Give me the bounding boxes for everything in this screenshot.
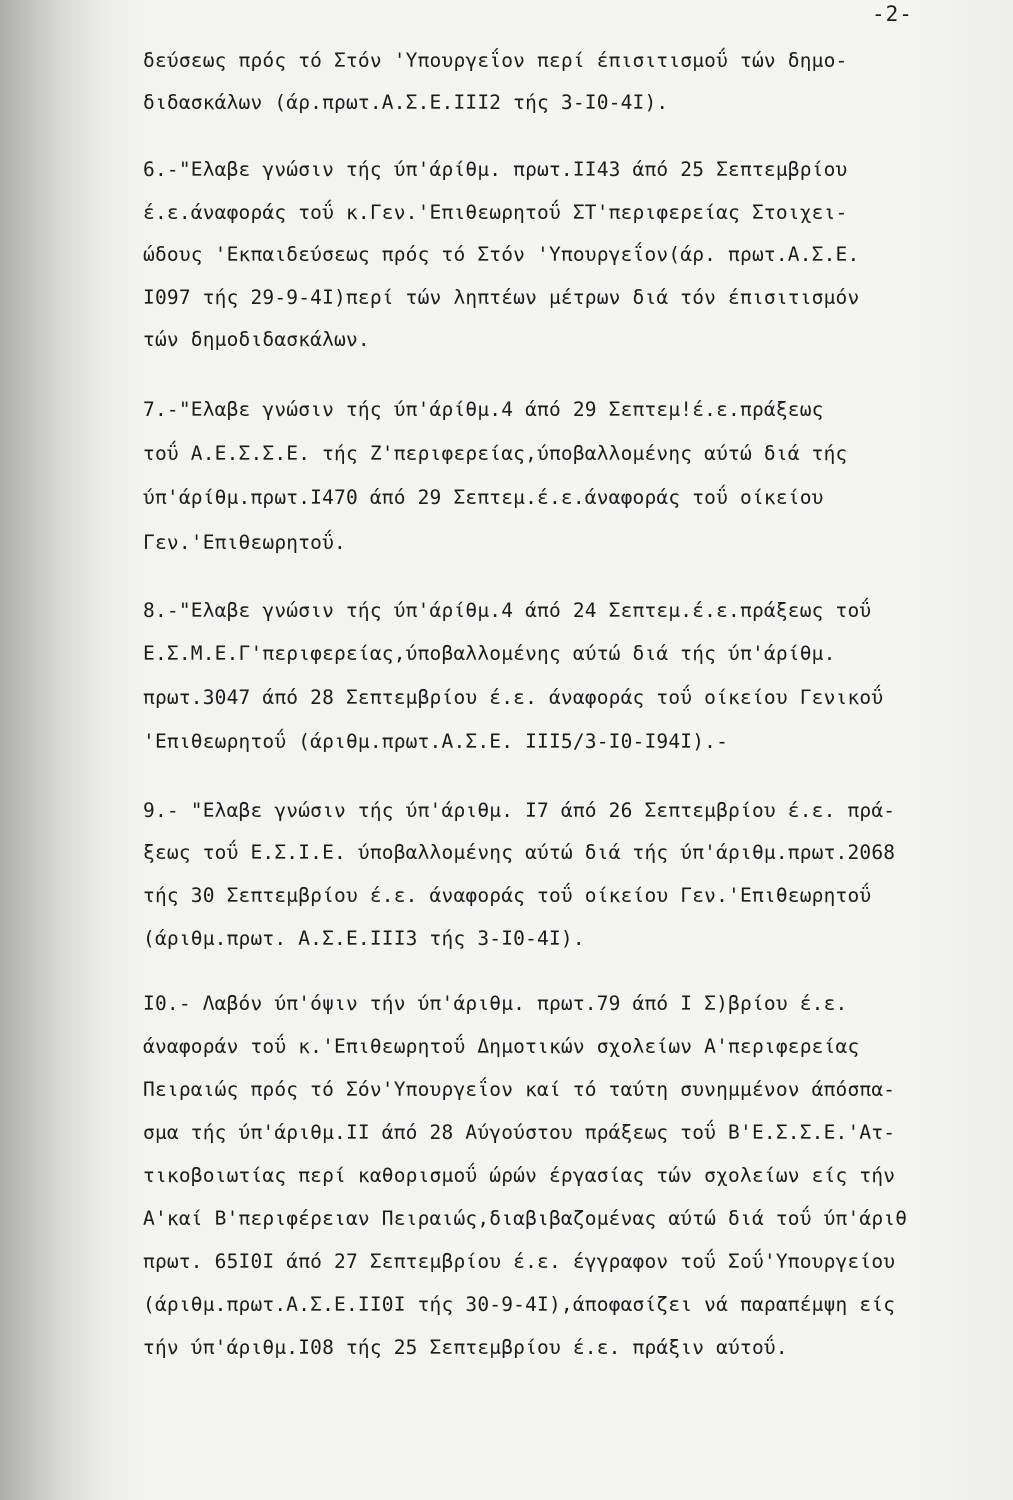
text-line: τήν ύπ'άριθμ.Ι08 τής 25 Σεπτεμβρίου έ.ε. πράξιν αύτοΰ. (143, 1336, 788, 1359)
text-line: Πειραιώς πρός τό Σόν'Υπουργεΐον καί τό ταύτη συνημμένον άπόσπα- (143, 1078, 896, 1101)
text-line: σμα τής ύπ'άριθμ.ΙΙ άπό 28 Αύγούστου πράξεως τοΰ Β'Ε.Σ.Σ.Ε.'Ατ- (143, 1121, 896, 1144)
text-line: τής 30 Σεπτεμβρίου έ.ε. άναφοράς τοΰ οίκείου Γεν.'Επιθεωρητοΰ (143, 884, 872, 907)
text-line: ύπ'άρίθμ.πρωτ.Ι470 άπό 29 Σεπτεμ.έ.ε.άναφοράς τοΰ οίκείου (143, 486, 824, 509)
text-line: Α'καί Β'περιφέρειαν Πειραιώς,διαβιβαζομένας αύτώ διά τοΰ ύπ'άριθ (143, 1207, 908, 1230)
text-line: ξεως τοΰ Ε.Σ.Ι.Ε. ύποβαλλομένης αύτώ διά τής ύπ'άριθμ.πρωτ.2068 (143, 841, 896, 864)
text-line: πρωτ. 65Ι0Ι άπό 27 Σεπτεμβρίου έ.ε. έγγραφον τοΰ Σοΰ'Υπουργείου (143, 1250, 896, 1273)
text-line: 9.- "Ελαβε γνώσιν τής ύπ'άριθμ. Ι7 άπό 26 Σεπτεμβρίου έ.ε. πρά- (143, 799, 896, 822)
text-line: άναφοράν τοΰ κ.'Επιθεωρητοΰ Δημοτικών σχολείων Α'περιφερείας (143, 1035, 860, 1058)
text-line: Ι0.- Λαβόν ύπ'όψιν τήν ύπ'άριθμ. πρωτ.79 άπό Ι Σ)βρίου έ.ε. (143, 992, 848, 1015)
text-line: ώδους 'Εκπαιδεύσεως πρός τό Στόν 'Υπουργεΐον(άρ. πρωτ.Α.Σ.Ε. (143, 243, 860, 266)
text-line: Ε.Σ.Μ.Ε.Γ'περιφερείας,ύποβαλλομένης αύτώ διά τής ύπ'άρίθμ. (143, 642, 836, 665)
text-line: δεύσεως πρός τό Στόν 'Υπουργεΐον περί έπισιτισμοΰ τών δημο- (143, 49, 848, 72)
text-line: τικοβοιωτίας περί καθορισμοΰ ώρών έργασίας τών σχολείων είς τήν (143, 1164, 896, 1187)
text-line: 7.-"Ελαβε γνώσιν τής ύπ'άρίθμ.4 άπό 29 Σεπτεμ!έ.ε.πράξεως (143, 398, 824, 421)
text-line: τών δημοδιδασκάλων. (143, 328, 370, 351)
text-line: 'Επιθεωρητοΰ (άριθμ.πρωτ.Α.Σ.Ε. ΙΙΙ5/3-Ι0-Ι94Ι).- (143, 730, 729, 753)
text-line: Γεν.'Επιθεωρητοΰ. (143, 531, 346, 554)
text-line: έ.ε.άναφοράς τοΰ κ.Γεν.'Επιθεωρητοΰ ΣΤ'περιφερείας Στοιχει- (143, 201, 848, 224)
page-number: -2- (872, 2, 913, 26)
text-line: διδασκάλων (άρ.πρωτ.Α.Σ.Ε.ΙΙΙ2 τής 3-Ι0-4Ι). (143, 91, 669, 114)
text-line: τοΰ Α.Ε.Σ.Σ.Ε. τής Ζ'περιφερείας,ύποβαλλομένης αύτώ διά τής (143, 442, 848, 465)
text-line: Ι097 τής 29-9-4Ι)περί τών ληπτέων μέτρων διά τόν έπισιτισμόν (143, 286, 860, 309)
text-line: (άριθμ.πρωτ.Α.Σ.Ε.ΙΙ0Ι τής 30-9-4Ι),άποφασίζει νά παραπέμψη είς (143, 1293, 896, 1316)
text-line: (άριθμ.πρωτ. Α.Σ.Ε.ΙΙΙ3 τής 3-Ι0-4Ι). (143, 927, 585, 950)
scan-edge-shadow (0, 0, 110, 1500)
text-line: πρωτ.3047 άπό 28 Σεπτεμβρίου έ.ε. άναφοράς τοΰ οίκείου Γενικοΰ (143, 686, 884, 709)
text-line: 6.-"Ελαβε γνώσιν τής ύπ'άρίθμ. πρωτ.ΙΙ43 άπό 25 Σεπτεμβρίου (143, 158, 848, 181)
text-line: 8.-"Ελαβε γνώσιν τής ύπ'άρίθμ.4 άπό 24 Σεπτεμ.έ.ε.πράξεως τοΰ (143, 599, 872, 622)
